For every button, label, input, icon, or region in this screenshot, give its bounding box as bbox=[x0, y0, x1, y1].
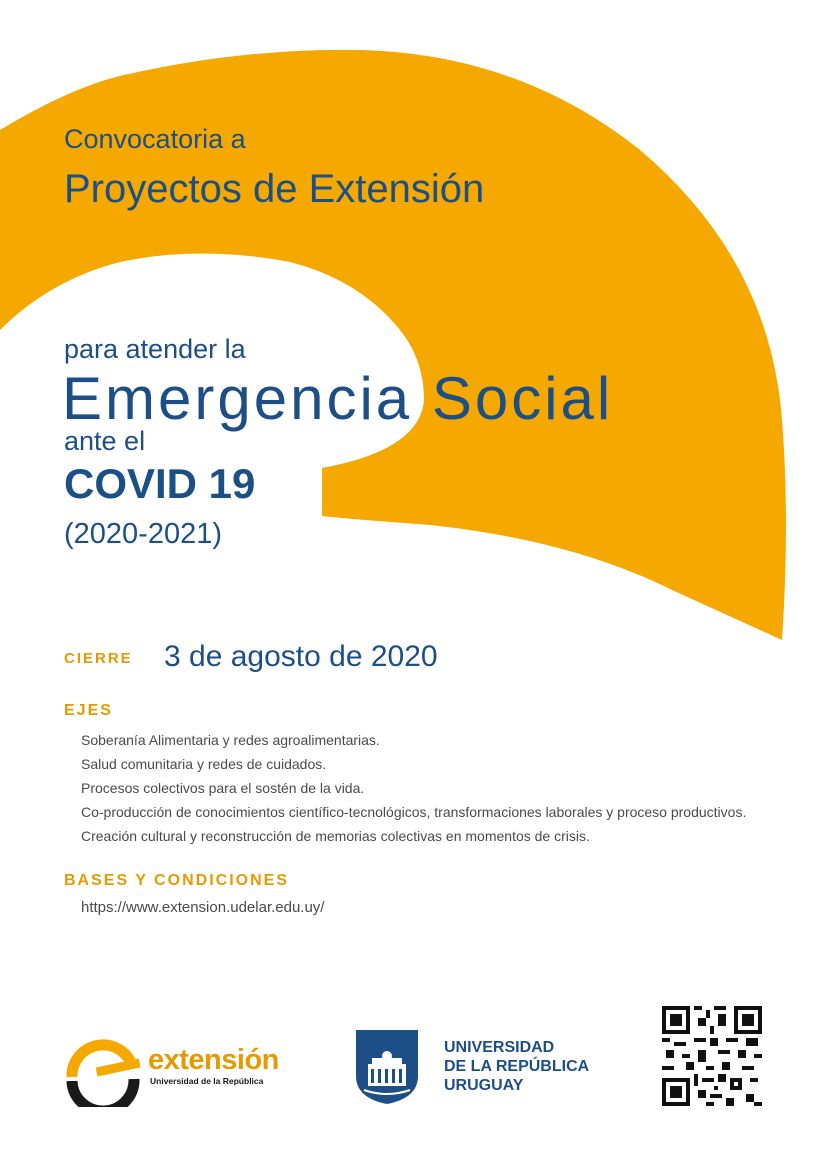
ejes-item: Salud comunitaria y redes de cuidados. bbox=[81, 756, 327, 772]
extension-logo-word: extensión bbox=[148, 1044, 279, 1076]
udelar-shield-icon bbox=[354, 1028, 420, 1106]
udelar-logo-text bbox=[444, 1038, 589, 1095]
bases-label: BASES Y CONDICIONES bbox=[64, 872, 290, 889]
convocatoria-title: Proyectos de Extensión bbox=[64, 167, 485, 211]
headline-covid: COVID 19 bbox=[64, 460, 256, 507]
ejes-item: Procesos colectivos para el sostén de la vida. bbox=[81, 780, 365, 796]
extension-logo-subtitle: Universidad de la República bbox=[150, 1076, 264, 1086]
udelar-line3: URUGUAY bbox=[444, 1077, 524, 1094]
headline-para: para atender la bbox=[64, 334, 246, 364]
ejes-item: Soberanía Alimentaria y redes agroalimentarias. bbox=[81, 732, 380, 748]
ejes-item: Co-producción de conocimientos científico-tecnológicos, transformaciones laborales y proceso productivos. bbox=[81, 804, 747, 820]
udelar-line1: UNIVERSIDAD bbox=[444, 1039, 555, 1056]
udelar-line2: DE LA REPÚBLICA bbox=[444, 1058, 590, 1075]
headline-ante: ante el bbox=[64, 426, 146, 456]
cierre-label: CIERRE bbox=[64, 650, 133, 667]
ejes-list bbox=[81, 728, 746, 848]
convocatoria-subtitle: Convocatoria a bbox=[64, 124, 246, 154]
headline-years: (2020-2021) bbox=[64, 518, 222, 550]
cierre-date: 3 de agosto de 2020 bbox=[164, 640, 438, 673]
ejes-label: EJES bbox=[64, 702, 113, 719]
qr-code-icon[interactable] bbox=[662, 1006, 762, 1106]
ejes-item: Creación cultural y reconstrucción de memorias colectivas en momentos de crisis. bbox=[81, 828, 590, 844]
bases-url-link[interactable]: https://www.extension.udelar.edu.uy/ bbox=[81, 899, 325, 916]
headline-emergencia: Emergencia Social bbox=[62, 365, 614, 432]
